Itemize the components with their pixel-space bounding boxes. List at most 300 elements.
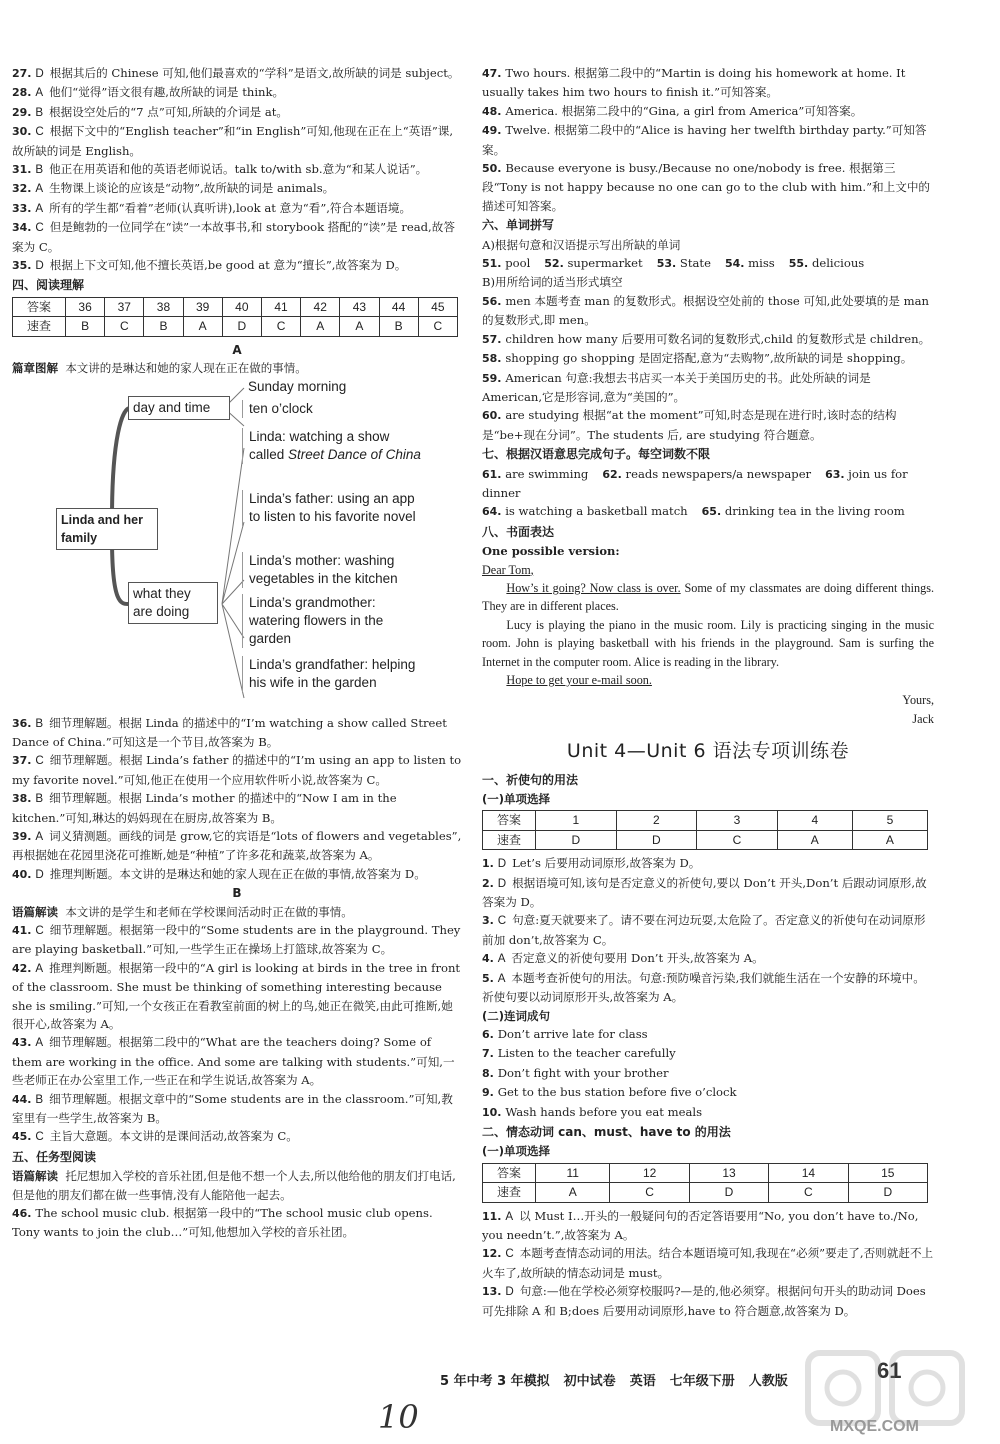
answer-explanation: Don’t fight with your brother [497, 1065, 669, 1080]
leaf-linda-text: Linda: watching a show called [249, 428, 390, 462]
answer-explanation: 所有的学生都“看着”老师(认真听讲),look at 意为“看”,符合本题语境。 [49, 200, 412, 215]
footer-part: 初中试卷 [563, 1374, 616, 1389]
answer-item [482, 330, 934, 349]
answer-number: 61. [482, 467, 502, 481]
answer-number: 56. [482, 294, 502, 308]
question-number: 44 [379, 297, 418, 316]
answer-letter: B [379, 317, 418, 336]
leaf-ten-oclock: ten o’clock [242, 400, 424, 418]
answer-choice: A [35, 829, 44, 843]
answers-27-35 [12, 64, 462, 275]
part-b-label: B [232, 886, 242, 901]
possible-version: One possible version: [482, 544, 620, 559]
letter-closing: Yours, [902, 693, 934, 708]
passage-label: 语篇解读 [12, 904, 58, 919]
footer-part: 七年级下册 [669, 1374, 735, 1389]
task-passage-label: 语篇解读 [12, 1169, 58, 1184]
answers-61-63 [482, 465, 934, 503]
answer-number: 29. [12, 105, 32, 119]
section-reading-title: 四、阅读理解 [12, 278, 85, 293]
answer-explanation: Get to the bus station before five o’clock [497, 1085, 737, 1100]
answer-number: 32. [12, 182, 32, 196]
question-number: 43 [340, 297, 379, 316]
answer-item [12, 103, 462, 122]
answer-text: delicious [811, 256, 865, 271]
answer-item [12, 865, 462, 884]
question-number: 40 [222, 297, 261, 316]
answer-explanation: 词义猜测题。画线的词是 grow,它的宾语是“lots of flowers and vegetables”,再根据她在花园里浇花可推断,她是“种植”了许多花和蔬菜,故答案为 A。 [12, 828, 462, 863]
grammar2-title: 二、情态动词 can、must、have to 的用法 [482, 1124, 731, 1139]
answer-choice: C [505, 1247, 514, 1261]
answer-number: 13. [482, 1285, 502, 1299]
answer-letter: A [183, 317, 222, 336]
answer-text: is watching a basketball match [505, 504, 688, 519]
answer-number: 51. [482, 257, 502, 271]
inline-answer [657, 256, 711, 270]
answer-explanation: 本题考查情态动词的用法。结合本题语境可知,我现在“必须”要走了,否则就赶不上火车了,故所缺的情态动词是 must。 [482, 1246, 934, 1280]
grammar2-sub1: (一)单项选择 [482, 1144, 551, 1159]
answer-number: 44. [12, 1092, 32, 1106]
answer-letter: A [852, 830, 927, 849]
answer-explanation: 他们“觉得”语文很有趣,故所缺的词是 think。 [49, 85, 285, 100]
answer-item [12, 83, 462, 102]
answer-letter: D [222, 317, 261, 336]
answer-number: 47. [482, 67, 502, 80]
answer-explanation: Let’s 后要用动词原形,故答案为 D。 [512, 856, 701, 871]
answer-explanation: 他正在用英语和他的英语老师说话。talk to/with sb.意为“和某人说话”。 [49, 162, 428, 177]
answer-number: 52. [544, 257, 564, 271]
answer-number: 30. [12, 125, 32, 139]
chapter-text: 本文讲的是琳达和她的家人现在正在做的事情。 [65, 361, 307, 376]
answer-explanation: Don’t arrive late for class [497, 1026, 648, 1041]
answers-36-40 [12, 714, 462, 885]
answer-item [482, 121, 934, 159]
answer-explanation: are studying 根据“at the moment”可知,时态是现在进行时,该时态的结构是“be+现在分词”。The students 后, are studying 符合题意。 [482, 408, 897, 442]
left-column [12, 64, 462, 1242]
question-number: 11 [536, 1163, 610, 1182]
answer-explanation: 本题考查祈使句的用法。句意:预防噪音污染,我们就能生活在一个安静的环境中。祈使句要以动词原形开头,故答案为 A。 [482, 970, 925, 1005]
answer-explanation: Listen to the teacher carefully [497, 1046, 676, 1061]
chapter-label: 篇章图解 [12, 361, 58, 376]
answer-explanation: 生物课上谈论的应该是“动物”,故所缺的词是 animals。 [49, 181, 335, 196]
answer-number: 58. [482, 352, 502, 366]
answer-number: 38. [12, 792, 32, 806]
answer-text: State [679, 256, 711, 271]
answer-number: 6. [482, 1027, 494, 1041]
answer-choice: B [35, 163, 44, 177]
answer-explanation: 根据下文中的“English teacher”和“in English”可知,他现在正在上“英语”课,故所缺的词是 English。 [12, 124, 454, 158]
answer-letter: B [66, 317, 105, 336]
branch-what-doing: what they are doing [128, 582, 218, 624]
answer-choice: B [35, 1092, 44, 1106]
answer-explanation: men 本题考查 man 的复数形式。根据设空处前的 those 可知,此处要填的是 man 的复数形式,即 men。 [482, 293, 929, 328]
watermark-text: MXQE.COM [830, 1418, 919, 1435]
table-label-check: 速查 [483, 830, 536, 849]
leaf-linda-show: Street Dance of China [288, 446, 421, 462]
answer-number: 57. [482, 332, 502, 346]
answer-item [12, 218, 462, 256]
leaf-mother: Linda’s mother: washing vegetables in the kitchen [242, 552, 424, 588]
handwritten-number: 10 [378, 1398, 419, 1436]
answer-number: 48. [482, 104, 502, 118]
answer-number: 3. [482, 914, 494, 928]
answer-number: 10. [482, 1105, 502, 1119]
answer-explanation: Because everyone is busy./Because no one/nobody is free. 根据第三段“Tony is not happy because no one can go to the club with him.”和上文中的描述可知答案。 [482, 161, 931, 213]
answer-number: 40. [12, 867, 32, 881]
question-number: 4 [777, 811, 852, 830]
leaf-sunday: Sunday morning [248, 378, 347, 394]
answer-number: 50. [482, 162, 502, 176]
answer-explanation: 细节理解题。根据 Linda’s father 的描述中的“I’m using an app to listen to my favorite novel.”可知,他正在使用一个应用软件听小说,故答案为 C。 [12, 753, 462, 787]
question-number: 13 [689, 1163, 768, 1182]
answer-choice: C [35, 754, 44, 768]
question-number: 15 [848, 1163, 927, 1182]
answer-letter: C [261, 317, 300, 336]
branch-day-time: day and time [128, 396, 230, 420]
answer-explanation: 但是鲍勃的一位同学在“读”一本故事书,和 storybook 搭配的“读”是 read,故答案为 C。 [12, 220, 455, 254]
answer-number: 55. [788, 257, 809, 271]
answer-number: 34. [12, 221, 32, 235]
answer-number: 7. [482, 1047, 494, 1061]
answer-item [482, 1207, 934, 1245]
footer-part: 人教版 [748, 1374, 788, 1389]
answer-table-11-15 [482, 1163, 928, 1203]
chapter-note [12, 359, 462, 377]
answer-item [482, 1103, 934, 1122]
inline-answer [602, 467, 811, 481]
answer-number: 9. [482, 1086, 494, 1100]
leaf-linda [242, 428, 424, 464]
answer-choice: B [35, 716, 44, 730]
answer-item [482, 949, 934, 968]
answer-number: 35. [12, 259, 32, 273]
answer-item [12, 256, 462, 275]
answer-item [482, 1282, 934, 1320]
question-number: 37 [105, 297, 144, 316]
answer-item [12, 199, 462, 218]
answer-explanation: 否定意义的祈使句要用 Don’t 开头,故答案为 A。 [511, 951, 764, 966]
mind-map [12, 378, 462, 714]
table-label-check: 速查 [13, 317, 66, 336]
answer-item [12, 921, 462, 959]
answer-choice: D [505, 1285, 514, 1299]
answer-number: 42. [12, 961, 32, 975]
answer-letter: D [536, 830, 617, 849]
answer-text: are swimming [505, 466, 589, 481]
answer-number: 37. [12, 754, 32, 768]
answer-46-text: The school music club. 根据第一段中的“The school music club opens. Tony wants to join the club…”可知,他想加入学校的音乐社团。 [12, 1206, 433, 1240]
answer-choice: B [35, 105, 44, 119]
page-number: 61 [877, 1358, 902, 1383]
question-number: 39 [183, 297, 222, 316]
answer-choice: A [35, 201, 44, 215]
answer-number: 33. [12, 201, 32, 215]
answer-item [12, 179, 462, 198]
answer-explanation: 句意:夏天就要来了。请不要在河边玩耍,太危险了。否定意义的祈使句在动词原形前加 don’t,故答案为 C。 [482, 913, 926, 947]
answer-item [482, 911, 934, 949]
answer-number: 28. [12, 86, 32, 100]
answer-number: 65. [701, 505, 722, 519]
inline-answer [482, 504, 688, 518]
answer-letter: D [616, 830, 697, 849]
answer-choice: D [35, 67, 44, 80]
answers-56-60 [482, 292, 934, 444]
answer-table-36-45 [12, 297, 458, 337]
answer-item [12, 1127, 462, 1146]
inline-answer [725, 256, 775, 270]
answer-choice: A [35, 1036, 44, 1050]
answer-letter: C [610, 1183, 689, 1202]
answer-number: 39. [12, 829, 32, 843]
answer-choice: A [35, 182, 44, 196]
answer-letter: C [697, 830, 778, 849]
answer-item [482, 1044, 934, 1063]
answer-explanation: children how many 后要用可数名词的复数形式,child 的复数形式是 children。 [505, 331, 931, 346]
answer-choice: A [497, 971, 506, 985]
answer-explanation: 根据其后的 Chinese 可知,他们最喜欢的“学科”是语文,故所缺的词是 subject。 [49, 66, 460, 80]
answer-explanation: 推理判断题。本文讲的是琳达和她的家人现在正在做的事情,故答案为 D。 [49, 866, 426, 881]
answers-64-65 [482, 502, 934, 521]
answer-explanation: Two hours. 根据第二段中的“Martin is doing his homework at home. It usually takes him two hours to finish it.”可知答案。 [482, 66, 906, 100]
answer-choice: B [35, 792, 44, 806]
answer-letter: A [777, 830, 852, 849]
answer-number: 2. [482, 876, 494, 890]
answer-item [482, 292, 934, 330]
letter-p3-wrap [482, 671, 934, 689]
answer-item [12, 959, 462, 1034]
answer-text: join us for dinner [482, 466, 908, 500]
section-writing-title: 八、书面表达 [482, 524, 555, 539]
answer-item [12, 751, 462, 789]
answers-6-10 [482, 1025, 934, 1122]
answer-choice: C [35, 221, 44, 235]
answer-explanation: Twelve. 根据第二段中的“Alice is having her twelfth birthday party.”可知答案。 [482, 123, 927, 157]
question-number: 36 [66, 297, 105, 316]
answer-item [482, 1064, 934, 1083]
answer-letter: A [536, 1183, 610, 1202]
answer-item [482, 874, 934, 912]
answer-choice: C [35, 1130, 44, 1144]
answer-number: 27. [12, 67, 32, 80]
answer-number: 54. [724, 257, 745, 271]
answer-explanation: shopping go shopping 是固定搭配,意为“去购物”,故所缺的词是 shopping。 [505, 351, 913, 366]
inline-answer [702, 504, 905, 518]
answer-number: 36. [12, 716, 32, 730]
table-label-answer: 答案 [483, 1163, 536, 1182]
question-number: 38 [144, 297, 183, 316]
answer-choice: C [497, 914, 507, 928]
answer-item [482, 349, 934, 368]
answer-text: supermarket [567, 256, 643, 271]
question-number: 42 [301, 297, 340, 316]
answer-choice: D [35, 867, 44, 881]
inline-answer [482, 467, 588, 481]
answer-explanation: 推理判断题。根据第一段中的“A girl is looking at birds in the tree in front of the classroom. She must be thinking of something interesting because she is smiling.”可知,一个女孩正在看教室前面的树上的鸟,她正在微笑,由此可推断,她很开心,故答案为 A。 [12, 960, 461, 1031]
leaf-grandfather: Linda’s grandfather: helping his wife in the garden [242, 656, 424, 692]
answer-item [12, 160, 462, 179]
answer-explanation: America. 根据第二段中的“Gina, a girl from America”可知答案。 [505, 103, 863, 118]
answer-choice: A [497, 952, 506, 966]
question-number: 2 [616, 811, 697, 830]
answer-choice: C [35, 923, 44, 937]
section-translation-title: 七、根据汉语意思完成句子。每空词数不限 [482, 447, 711, 462]
answer-choice: A [35, 86, 44, 100]
answer-explanation: 以 Must I…开头的一般疑问句的否定答语要用“No, you don’t have to./No, you needn’t.”,故答案为 A。 [482, 1208, 919, 1242]
task-passage-text: 托尼想加入学校的音乐社团,但是他不想一个人去,所以他给他的朋友们打电话,但是他的朋友们都在做一些事情,没有人能陪他一起去。 [12, 1169, 456, 1202]
answer-item [12, 64, 462, 83]
answer-number: 31. [12, 163, 32, 177]
answer-choice: D [35, 259, 44, 273]
leaf-father: Linda’s father: using an app to listen to his favorite novel [242, 490, 424, 526]
answer-number: 41. [12, 923, 32, 937]
answer-number: 12. [482, 1247, 502, 1261]
answer-letter: B [144, 317, 183, 336]
question-number: 1 [536, 811, 617, 830]
answer-text: pool [505, 256, 531, 271]
center-node: Linda and her family [56, 508, 158, 550]
answer-item [12, 122, 462, 160]
answer-explanation: American 句意:我想去书店买一本关于美国历史的书。此处所缺的词是 American,它是形容词,意为“美国的”。 [482, 370, 871, 404]
grammar1-sub2: (二)连词成句 [482, 1008, 551, 1023]
question-number: 12 [610, 1163, 689, 1182]
answer-item [12, 1033, 462, 1089]
answer-letter: C [418, 317, 457, 336]
answer-letter: D [689, 1183, 768, 1202]
answer-explanation: 细节理解题。根据文章中的“Some students are in the classroom.”可知,教室里有一些学生,故答案为 B。 [12, 1091, 453, 1126]
letter-greeting: Dear Tom, [482, 562, 534, 577]
answer-item [12, 1090, 462, 1128]
answer-choice: D [497, 876, 507, 890]
answer-number: 49. [482, 124, 502, 138]
answer-letter: A [340, 317, 379, 336]
footer-part: 5 年中考 3 年模拟 [440, 1374, 550, 1389]
spelling-a-instruction: A)根据句意和汉语提示写出所缺的单词 [482, 237, 681, 252]
answer-46 [12, 1204, 462, 1242]
answer-table-1-5 [482, 810, 928, 850]
answer-choice: C [35, 125, 44, 139]
table-label-answer: 答案 [483, 811, 536, 830]
answers-11-13 [482, 1207, 934, 1320]
answer-letter: C [769, 1183, 848, 1202]
answer-item [482, 1244, 934, 1282]
answer-number: 60. [482, 409, 502, 423]
answer-letter: A [301, 317, 340, 336]
answer-item [482, 406, 934, 444]
letter-p3: Hope to get your e-mail soon. [506, 673, 652, 687]
answer-item [482, 969, 934, 1007]
answer-explanation: 根据上下文可知,他不擅长英语,be good at 意为“擅长”,故答案为 D。 [49, 258, 407, 273]
answer-item [12, 827, 462, 865]
answer-text: reads newspapers/a newspaper [625, 466, 812, 481]
letter-p1-rest: Some of my classmates are doing different things. They are in different places. [482, 580, 934, 614]
answer-number: 5. [482, 971, 494, 985]
letter-p1 [482, 579, 934, 616]
answer-number: 43. [12, 1036, 32, 1050]
answer-number: 62. [602, 467, 622, 481]
answer-item [482, 159, 934, 215]
letter [482, 561, 934, 729]
answer-number: 64. [482, 505, 502, 519]
letter-p1-underlined: How’s it going? Now class is over. [506, 580, 681, 595]
question-number: 3 [697, 811, 778, 830]
answer-item [482, 1025, 934, 1044]
table-label-answer: 答案 [13, 297, 66, 316]
answer-explanation: 细节理解题。根据 Linda’s mother 的描述中的“Now I am in the kitchen.”可知,琳达的妈妈现在在厨房,故答案为 B。 [12, 791, 397, 825]
answers-1-5 [482, 854, 934, 1006]
answer-explanation: 细节理解题。根据 Linda 的描述中的“I’m watching a show called Street Dance of China.”可知这是一个节目,故答案为 B。 [12, 715, 447, 749]
part-a-label: A [232, 342, 242, 357]
answer-item [482, 369, 934, 407]
inline-answer [482, 256, 530, 270]
grammar1-title: 一、祈使句的用法 [482, 772, 579, 787]
answer-number: 1. [482, 857, 494, 871]
answer-item [12, 789, 462, 827]
answer-choice: A [505, 1209, 514, 1223]
task-passage-note [12, 1167, 462, 1204]
question-number: 41 [261, 297, 300, 316]
footer-part: 英语 [629, 1374, 656, 1389]
answer-explanation: 主旨大意题。本文讲的是课间活动,故答案为 C。 [49, 1129, 298, 1144]
inline-answer [544, 256, 642, 270]
answers-47-50 [482, 64, 934, 215]
answer-explanation: Wash hands before you eat meals [505, 1104, 703, 1119]
answer-number: 59. [482, 371, 502, 385]
answers-51-55 [482, 254, 934, 273]
answer-number: 11. [482, 1209, 502, 1223]
right-column [482, 64, 934, 1320]
question-number: 14 [769, 1163, 848, 1182]
section-task-reading-title: 五、任务型阅读 [12, 1149, 97, 1164]
answer-explanation: 根据设空处后的“7 点”可知,所缺的介词是 at。 [49, 104, 289, 119]
answer-number: 8. [482, 1066, 494, 1080]
answer-number: 4. [482, 952, 494, 966]
spelling-b-instruction: B)用所给词的适当形式填空 [482, 275, 623, 290]
question-number: 45 [418, 297, 457, 316]
answer-number: 45. [12, 1130, 32, 1144]
letter-name: Jack [912, 711, 934, 726]
answer-item [12, 714, 462, 752]
inline-answer [789, 256, 864, 270]
answer-item [482, 854, 934, 873]
answer-item [482, 64, 934, 102]
answer-number: 53. [656, 257, 677, 271]
answer-explanation: 句意:—他在学校必须穿校服吗?—是的,他必须穿。根据问句开头的助动词 Does 可先排除 A 和 B;does 后要用动词原形,have to 符合题意,故答案为 D。 [482, 1284, 926, 1318]
answer-text: miss [748, 256, 775, 271]
letter-p2: Lucy is playing the piano in the music room. Lily is practicing singing in the music room. John is playing basketball with his friends in the playground. Sam is surfing the Internet in the computer room. Alice is reading in the library. [482, 617, 934, 669]
leaf-grandmother: Linda’s grandmother: watering flowers in the garden [242, 594, 424, 648]
answer-text: drinking tea in the living room [724, 504, 905, 519]
passage-text: 本文讲的是学生和老师在学校课间活动时正在做的事情。 [65, 904, 353, 919]
answer-letter: C [105, 317, 144, 336]
answer-explanation: 细节理解题。根据第二段中的“What are the teachers doing? Some of them are working in the office. And some are talking with students.”可知,一些老师正在办公室里工作,一些正在和学生说话,故答案为 A。 [12, 1035, 455, 1088]
answer-explanation: 细节理解题。根据第一段中的“Some students are in the playground. They are playing basketball.”可知,一些学生正在操场上打篮球,故答案为 C。 [12, 922, 461, 957]
section-spelling-title: 六、单词拼写 [482, 218, 555, 233]
answer-choice: A [35, 961, 44, 975]
answer-item [482, 1083, 934, 1102]
unit-title: Unit 4—Unit 6 语法专项训练卷 [566, 740, 850, 763]
answer-46-number: 46. [12, 1207, 32, 1221]
grammar1-sub1: (一)单项选择 [482, 792, 551, 807]
question-number: 5 [852, 811, 927, 830]
answer-letter: D [848, 1183, 927, 1202]
answer-explanation: 根据语境可知,该句是否定意义的祈使句,要以 Don’t 开头,Don’t 后跟动词原形,故答案为 D。 [482, 875, 927, 910]
answer-number: 63. [825, 467, 845, 481]
answer-item [482, 102, 934, 121]
answer-choice: D [497, 857, 507, 871]
passage-note [12, 903, 462, 921]
table-label-check: 速查 [483, 1183, 536, 1202]
answers-41-45 [12, 921, 462, 1147]
